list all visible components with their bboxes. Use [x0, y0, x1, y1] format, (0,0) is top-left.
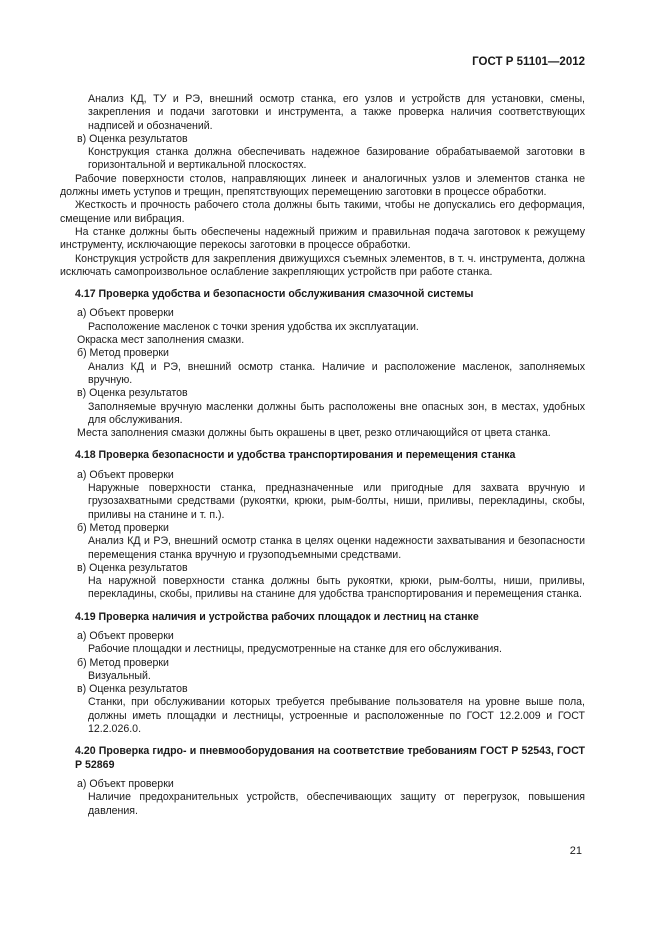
paragraph: Наличие предохранительных устройств, обеспечивающих защиту от перегрузок, повышения давления.	[88, 791, 585, 817]
paragraph: На станке должны быть обеспечены надежный прижим и правильная подача заготовок к режущему инструменту, исключающие перекосы заготовки в процессе обработки.	[60, 225, 585, 252]
section-heading: 4.18 Проверка безопасности и удобства транспортирования и перемещения станка	[75, 449, 516, 462]
paragraph: в) Оценка результатов	[77, 387, 188, 400]
paragraph: а) Объект проверки	[77, 777, 174, 790]
paragraph: Анализ КД и РЭ, внешний осмотр станка. Наличие и расположение масленок, заполняемых вручную.	[88, 360, 585, 386]
paragraph: б) Метод проверки	[77, 656, 169, 669]
paragraph: а) Объект проверки	[77, 629, 174, 642]
paragraph: Анализ КД, ТУ и РЭ, внешний осмотр станка, его узлов и устройств для установки, смены, закрепления и подачи заготовки и инструмента, а также проверка наличия соответствующих надписей и обозначений.	[88, 93, 585, 132]
paragraph: Визуальный.	[88, 669, 151, 682]
paragraph: Расположение масленок с точки зрения удобства их эксплуатации.	[88, 320, 419, 333]
paragraph: б) Метод проверки	[77, 347, 169, 360]
paragraph: Места заполнения смазки должны быть окрашены в цвет, резко отличающийся от цвета станка.	[77, 427, 551, 440]
paragraph: Конструкция станка должна обеспечивать надежное базирование обрабатываемой заготовки в горизонтальной и вертикальной плоскостях.	[88, 146, 585, 172]
paragraph: Анализ КД и РЭ, внешний осмотр станка в целях оценки надежности захватывания и безопасности перемещения станка вручную и грузоподъемными средствами.	[88, 535, 585, 561]
paragraph: б) Метод проверки	[77, 521, 169, 534]
paragraph: а) Объект проверки	[77, 307, 174, 320]
section-heading: 4.19 Проверка наличия и устройства рабочих площадок и лестниц на станке	[75, 610, 479, 623]
page-number: 21	[569, 845, 582, 857]
section-heading: 4.17 Проверка удобства и безопасности обслуживания смазочной системы	[75, 288, 474, 301]
paragraph: в) Оценка результатов	[77, 132, 188, 145]
paragraph: а) Объект проверки	[77, 468, 174, 481]
paragraph: Наружные поверхности станка, предназначенные или пригодные для захвата вручную и грузозахватными средствами (рукоятки, крюки, рым-болты, ниши, приливы, перекладины, скобы, приливы на станине и т. п.).	[88, 482, 585, 521]
paragraph: Рабочие площадки и лестницы, предусмотренные на станке для его обслуживания.	[88, 643, 502, 656]
paragraph: в) Оценка результатов	[77, 683, 188, 696]
paragraph: Заполняемые вручную масленки должны быть расположены вне опасных зон, в местах, удобных для обслуживания.	[88, 400, 585, 426]
document-header: ГОСТ Р 51101—2012	[472, 56, 585, 68]
document-body	[60, 93, 585, 818]
paragraph: На наружной поверхности станка должны быть рукоятки, крюки, рым-болты, ниши, приливы, перекладины, скобы, приливы на станине для удобства транспортирования и перемещения станка.	[88, 575, 585, 601]
section-heading: 4.20 Проверка гидро- и пневмооборудования на соответствие требованиям ГОСТ Р 52543, ГОСТ Р 52869	[75, 745, 585, 771]
paragraph: Конструкция устройств для закрепления движущихся съемных элементов, в т. ч. инструмента, должна исключать самопроизвольное ослабление закрепляющих устройств при работе станка.	[60, 252, 585, 278]
paragraph: Окраска мест заполнения смазки.	[77, 334, 245, 347]
paragraph: Станки, при обслуживании которых требуется пребывание пользователя на уровне выше пола, должны иметь площадки и лестницы, устроенные и расположенные по ГОСТ 12.2.009 и ГОСТ 12.2.026.0.	[88, 696, 585, 736]
paragraph: Жесткость и прочность рабочего стола должны быть такими, чтобы не допускались его деформация, смещение или вибрация.	[60, 199, 585, 225]
paragraph: в) Оценка результатов	[77, 561, 188, 574]
paragraph: Рабочие поверхности столов, направляющих линеек и аналогичных узлов и элементов станка не должны иметь уступов и трещин, препятствующих перемещению заготовки в процессе обработки.	[60, 172, 585, 199]
